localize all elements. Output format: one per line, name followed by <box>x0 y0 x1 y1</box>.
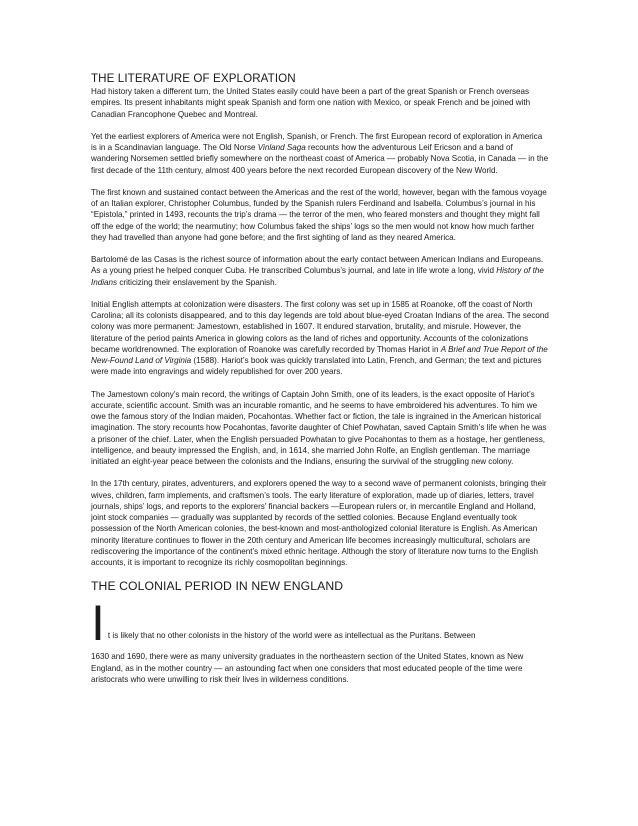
section-heading-colonial: THE COLONIAL PERIOD IN NEW ENGLAND <box>91 579 344 594</box>
paragraph-1 <box>91 86 549 120</box>
history-of-indians-title: History of the Indians <box>91 266 544 287</box>
paragraph-4-rest: criticizing their enslavement by the Spanish. <box>117 277 277 287</box>
paragraph-5-text: Initial English attempts at colonization were disasters. The first colony was set up in 1585 at Roanoke, off the coast of North Carolina; all its colonists disappeared, and to this day legends are told about blue-eyed Croatan Indians of the area. The second colony was more permanent: Jamestown, established in 1607. It endured starvation, brutality, and misrule. However, the literature of the period paints America in glowing colors as the land of riches and opportunity. Accounts of the colonizations became worldrenowned. The exploration of Roanoke was carefully recorded by Thomas Hariot in <box>91 299 549 354</box>
paragraph-2-text: Yet the earliest explorers of America were not English, Spanish, or French. The first European record of exploration in America is in a Scandinavian language. The Old Norse <box>91 131 543 152</box>
vinland-saga-title: Vinland Saga <box>257 143 306 152</box>
colonial-paragraph-1 <box>91 595 549 652</box>
paragraph-4-text: Bartolomé de las Casas is the richest source of information about the early contact between American Indians and Europeans. As a young priest he helped conquer Cuba. He transcribed Columbus’s journal, and late in life wrote a long, vivid <box>91 255 544 276</box>
colonial-paragraph-1-rest: 1630 and 1690, there were as many university graduates in the northeastern section of the United States, known as New England, as in the mother country — an astounding fact when one considers that most educated people of the time were aristocrats who were unwilling to risk their lives in wilderness conditions. <box>91 652 524 684</box>
colonial-paragraph-1-start: t is likely that no other colonists in the history of the world were as intellectual as the Puritans. Between <box>107 631 476 640</box>
paragraph-3 <box>91 187 549 243</box>
paragraph-3-text: The first known and sustained contact between the Americas and the rest of the world, however, began with the famous voyage of an Italian explorer, Christopher Columbus, funded by the Spanish rulers Ferdinand and Isabella. Columbus’s journal in his “Epistola,” printed in 1493, recounts the trip’s drama — the terror of the men, who feared monsters and thought they might fall off the edge of the world; the nearmutiny; how Columbus faked the ships’ logs so the men would not know how much farther they had travelled than anyone had gone before; and the first sighting of land as they neared America. <box>91 187 547 242</box>
paragraph-4 <box>91 254 549 288</box>
paragraph-2-rest: recounts how the adventurous Leif Ericson and a band of wandering Norsemen settled briefly somewhere on the northeast coast of America — probably Nova Scotia, in Canada — in the first decade of the 11th century, almost 400 years before the next recorded European discovery of the New World. <box>91 143 549 175</box>
paragraph-6 <box>91 389 549 468</box>
drop-cap: I <box>91 595 105 652</box>
paragraph-5 <box>91 299 549 378</box>
colonial-paragraph-1-continued <box>91 651 549 685</box>
paragraph-6-text: The Jamestown colony’s main record, the writings of Captain John Smith, one of its leaders, is the exact opposite of Hariot’s accurate, scientific account. Smith was an incurable romantic, and he seems to have embroidered his adventures. To him we owe the famous story of the Indian maiden, Pocahontas. Whether fact or fiction, the tale is ingrained in the American historical imagination. The story recounts how Pocahontas, favorite daughter of Chief Powhatan, saved Captain Smith’s life when he was a prisoner of the chief. Later, when the English persuaded Powhatan to give Pocahontas to them as a hostage, her gentleness, intelligence, and beauty impressed the English, and, in 1614, she married John Rolfe, an English gentleman. The marriage initiated an eight-year peace between the colonists and the Indians, ensuring the survival of the struggling new colony. <box>91 389 547 466</box>
brief-true-report-title: A Brief and True Report of the New-Found Land of Virginia <box>91 344 548 365</box>
paragraph-7 <box>91 478 549 568</box>
document-page <box>91 72 549 696</box>
paragraph-5-rest: (1588). Hariot’s book was quickly translated into Latin, French, and German; the text and pictures were made into engravings and widely republished for over 200 years. <box>91 356 542 377</box>
section-heading-exploration: THE LITERATURE OF EXPLORATION <box>91 72 296 85</box>
paragraph-2 <box>91 131 549 176</box>
paragraph-7-text: In the 17th century, pirates, adventurers, and explorers opened the way to a second wave of permanent colonists, bringing their wives, children, farm implements, and craftsmen’s tools. The early literature of exploration, made up of diaries, letters, travel journals, ships’ logs, and reports to the explorers’ financial backers —European rulers or, in mercantile England and Holland, joint stock companies — gradually was supplanted by records of the settled colonies. Because England eventually took possession of the North American colonies, the best-known and most-anthologized colonial literature is English. As American minority literature continues to flower in the 20th century and American life becomes increasingly multicultural, scholars are rediscovering the importance of the continent’s mixed ethnic heritage. Although the story of literature now turns to the English accounts, it is important to recognize its richly cosmopolitan beginnings. <box>91 479 547 567</box>
paragraph-1-text: Had history taken a different turn, the United States easily could have been a part of the great Spanish or French overseas empires. Its present inhabitants might speak Spanish and form one nation with Mexico, or speak French and be joined with Canadian Francophone Quebec and Montreal. <box>91 87 531 119</box>
